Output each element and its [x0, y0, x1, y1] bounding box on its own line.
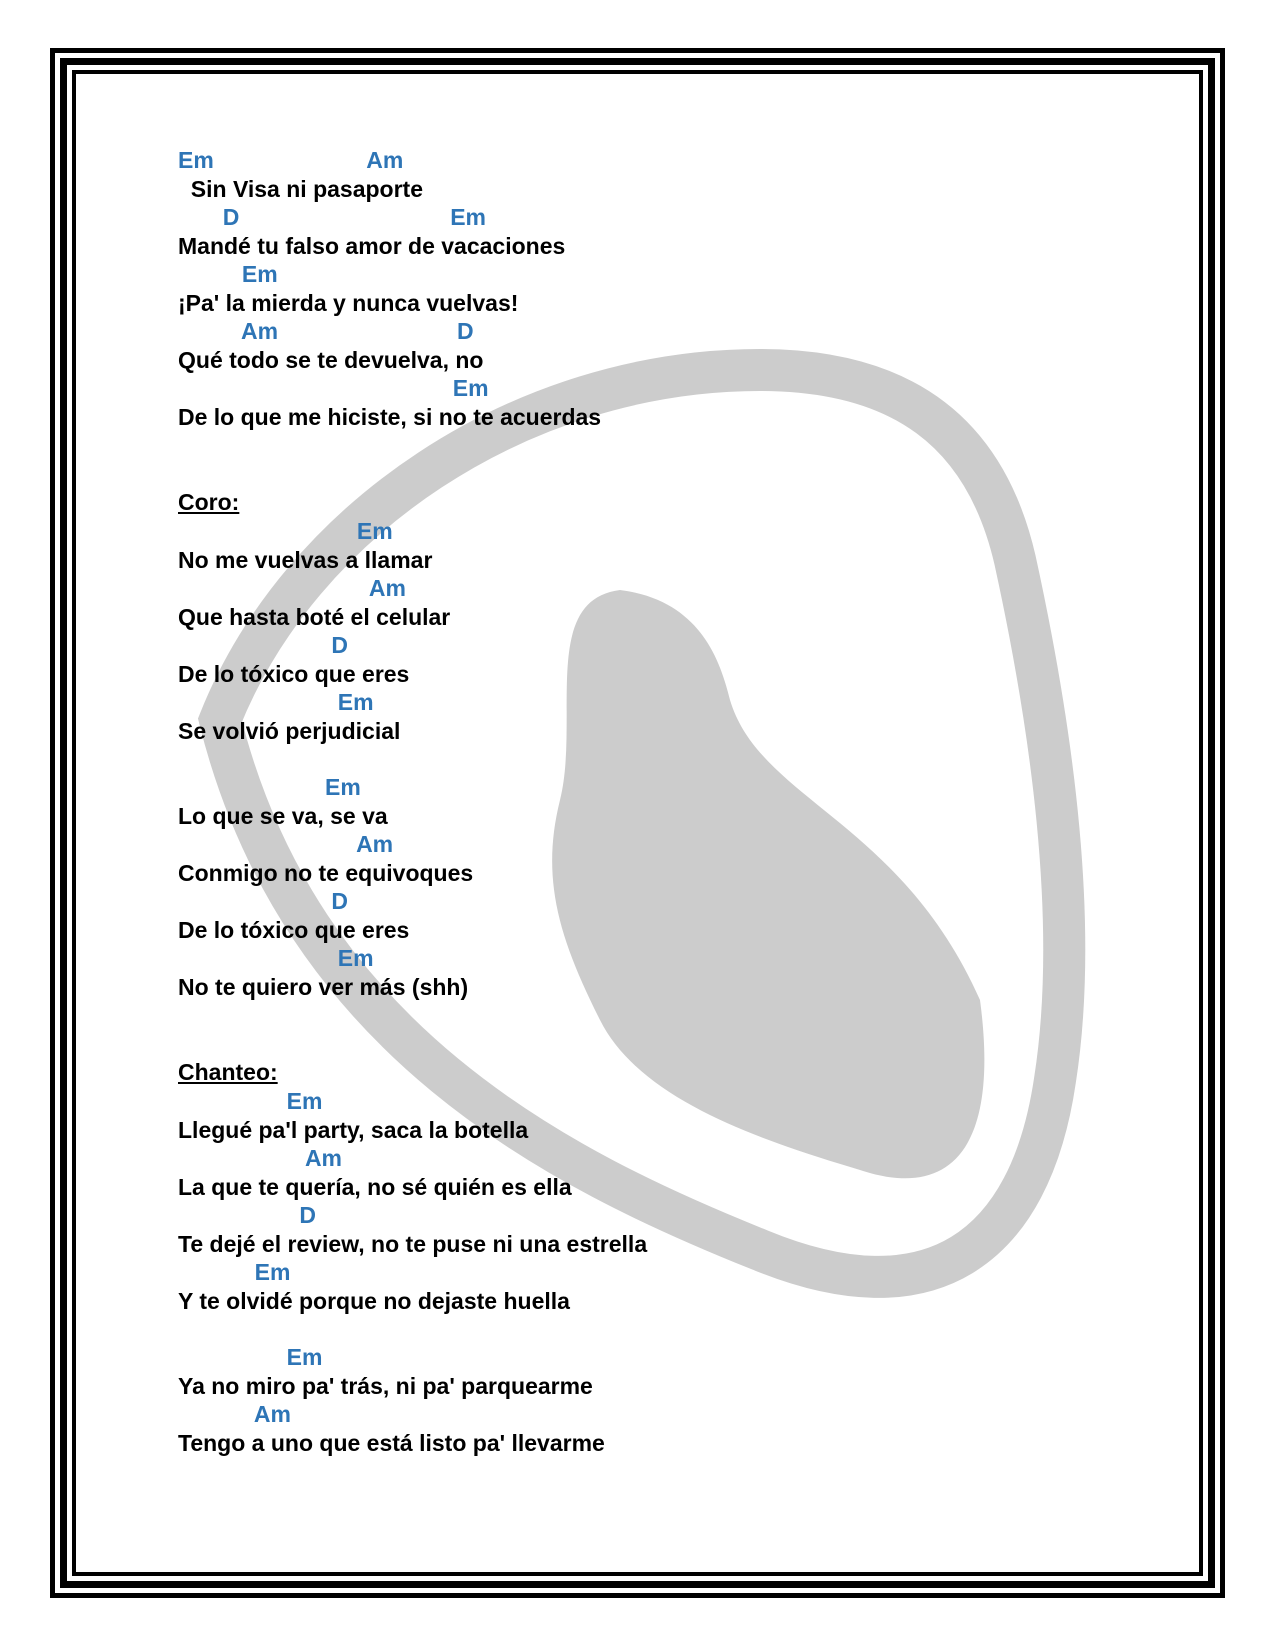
lyric-line: Conmigo no te equivoques [178, 860, 474, 886]
chord-line: Em [178, 774, 361, 800]
lyric-line: Tengo a uno que está listo pa' llevarme [178, 1430, 605, 1456]
lyric-line: Se volvió perjudicial [178, 718, 401, 744]
lyric-line: Llegué pa'l party, saca la botella [178, 1117, 529, 1143]
lyric-line: ¡Pa' la mierda y nunca vuelvas! [178, 290, 519, 316]
chord-line: Em [178, 375, 489, 401]
chord-line: Em [178, 1344, 323, 1370]
lyric-line: Qué todo se te devuelva, no [178, 347, 484, 373]
lyric-line: No me vuelvas a llamar [178, 547, 433, 573]
lyric-line: Mandé tu falso amor de vacaciones [178, 233, 566, 259]
chord-line: D [178, 888, 348, 914]
lyric-line: Lo que se va, se va [178, 803, 388, 829]
section-heading-coro: Coro: [178, 489, 240, 515]
chord-line: Em [178, 945, 374, 971]
lyric-line: Sin Visa ni pasaporte [178, 176, 423, 202]
lyric-line: Que hasta boté el celular [178, 604, 451, 630]
lyric-line: Te dejé el review, no te puse ni una estrella [178, 1231, 648, 1257]
chord-line: Em Am [178, 147, 404, 173]
lyric-line: Ya no miro pa' trás, ni pa' parquearme [178, 1373, 593, 1399]
chord-line: Am [178, 1145, 343, 1171]
chord-line: Am D [178, 318, 474, 344]
chord-line: Em [178, 689, 374, 715]
chord-line: Am [178, 575, 406, 601]
lyric-line: La que te quería, no sé quién es ella [178, 1174, 572, 1200]
lyric-line: De lo que me hiciste, si no te acuerdas [178, 404, 602, 430]
lyric-line: De lo tóxico que eres [178, 661, 410, 687]
lyric-line: De lo tóxico que eres [178, 917, 410, 943]
chord-line: Am [178, 1401, 291, 1427]
chord-line: Em [178, 1088, 323, 1114]
chord-line: D [178, 632, 348, 658]
chord-line: Em [178, 1259, 291, 1285]
chord-line: D Em [178, 204, 487, 230]
chord-line: Em [178, 518, 393, 544]
chord-line: Am [178, 831, 394, 857]
chord-line: D [178, 1202, 317, 1228]
chord-line: Em [178, 261, 278, 287]
lyric-line: No te quiero ver más (shh) [178, 974, 469, 1000]
section-heading-chanteo: Chanteo: [178, 1059, 278, 1085]
lyric-line: Y te olvidé porque no dejaste huella [178, 1288, 570, 1314]
